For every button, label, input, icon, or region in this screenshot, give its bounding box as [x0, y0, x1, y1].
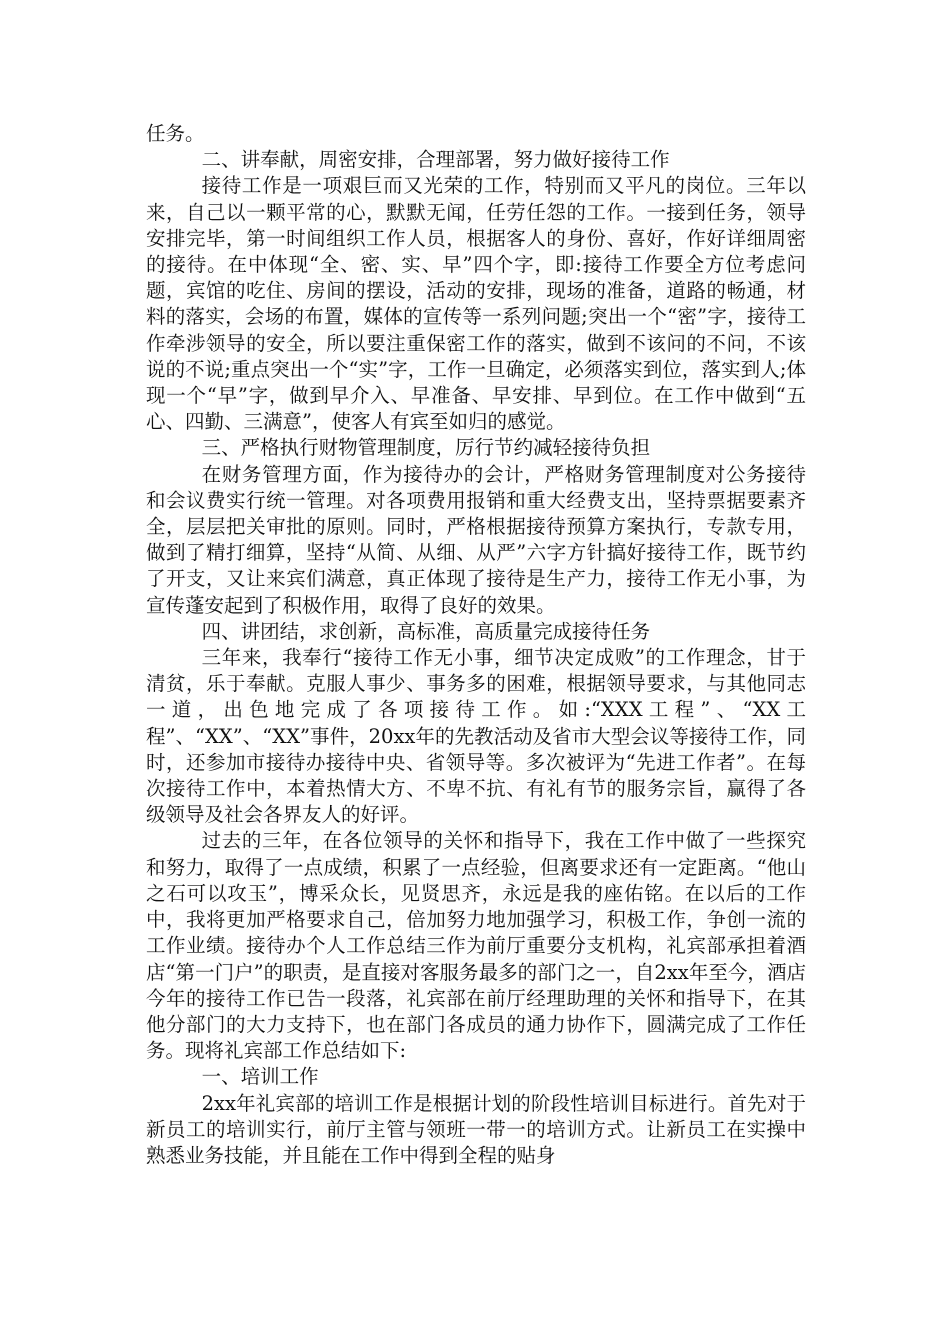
paragraph-finance: 在财务管理方面，作为接待办的会计，严格财务管理制度对公务接待和会议费实行统一管理。对各项费用报销和重大经费支出，坚持票据要素齐全，层层把关审批的原则。同时，严格根据接待预算方案执行，专款专用，做到了精打细算，坚持“从简、从细、从严”六字方针搞好接待工作，既节约了开支，又让来宾们满意，真正体现了接待是生产力，接待工作无小事，为宣传蓬安起到了积极作用，取得了良好的效果。 — [146, 462, 806, 617]
section-heading-4: 四、讲团结，求创新，高标准，高质量完成接待任务 — [201, 619, 651, 643]
section-heading-training: 一、培训工作 — [201, 1065, 319, 1089]
paragraph-training: 2xx年礼宾部的培训工作是根据计划的阶段性培训目标进行。首先对于新员工的培训实行，前厅主管与领班一带一的培训方式。让新员工在实操中熟悉业务技能，并且能在工作中得到全程的贴身 — [146, 1091, 806, 1167]
paragraph-reception-work: 接待工作是一项艰巨而又光荣的工作，特别而又平凡的岗位。三年以来，自己以一颗平常的心，默默无闻，任劳任怨的工作。一接到任务，领导安排完毕，第一时间组织工作人员，根据客人的身份、喜好，作好详细周密的接待。在中体现“全、密、实、早”四个字，即:接待工作要全方位考虑问题，宾馆的吃住、房间的摆设，活动的安排，现场的准备，道路的畅通，材料的落实，会场的布置，媒体的宣传等一系列问题;突出一个“密”字，接待工作牵涉领导的安全，所以要注重保密工作的落实，做到不该问的不问，不该说的不说;重点突出一个“实”字，工作一旦确定，必须落实到位，落实到人;体现一个“早”字，做到早介入、早准备、早安排、早到位。在工作中做到“五心、四勤、三满意”，使客人有宾至如归的感觉。 — [146, 174, 807, 434]
paragraph-past-three-years: 过去的三年，在各位领导的关怀和指导下，我在工作中做了一些探究和努力，取得了一点成绩，积累了一点经验，但离要求还有一定距离。“他山之石可以攻玉”，博采众长，见贤思齐，永远是我的座佑铭。在以后的工作中，我将更加严格要求自己，倍加努力地加强学习，积极工作，争创一流的工作业绩。接待办个人工作总结三作为前厅重要分支机构，礼宾部承担着酒店“第一门户”的职责，是直接对客服务最多的部门之一，自2xx年至今，酒店今年的接待工作已告一段落，礼宾部在前厅经理助理的关怀和指导下，在其他分部门的大力支持下，也在部门各成员的通力协作下，圆满完成了工作任务。现将礼宾部工作总结如下: — [146, 829, 806, 1063]
section-heading-3: 三、严格执行财物管理制度，厉行节约减轻接待负担 — [201, 436, 651, 460]
paragraph-continuation: 任务。 — [146, 122, 205, 145]
paragraph-three-years: 三年来，我奉行“接待工作无小事，细节决定成败”的工作理念，甘于清贫，乐于奉献。克服人事少、事务多的困难，根据领导要求，与其他同志一道，出色地完成了各项接待工作。如:“XXX工程”、“XX工程”、“XX”、“XX”事件，20xx年的先教活动及省市大型会议等接待工作，同时，还参加市接待办接待中央、省领导等。多次被评为“先进工作者”。在每次接待工作中，本着热情大方、不卑不抗、有礼有节的服务宗旨，赢得了各级领导及社会各界友人的好评。 — [146, 646, 806, 827]
document-page — [146, 121, 806, 1169]
section-heading-2: 二、讲奉献，周密安排，合理部署，努力做好接待工作 — [201, 148, 670, 172]
